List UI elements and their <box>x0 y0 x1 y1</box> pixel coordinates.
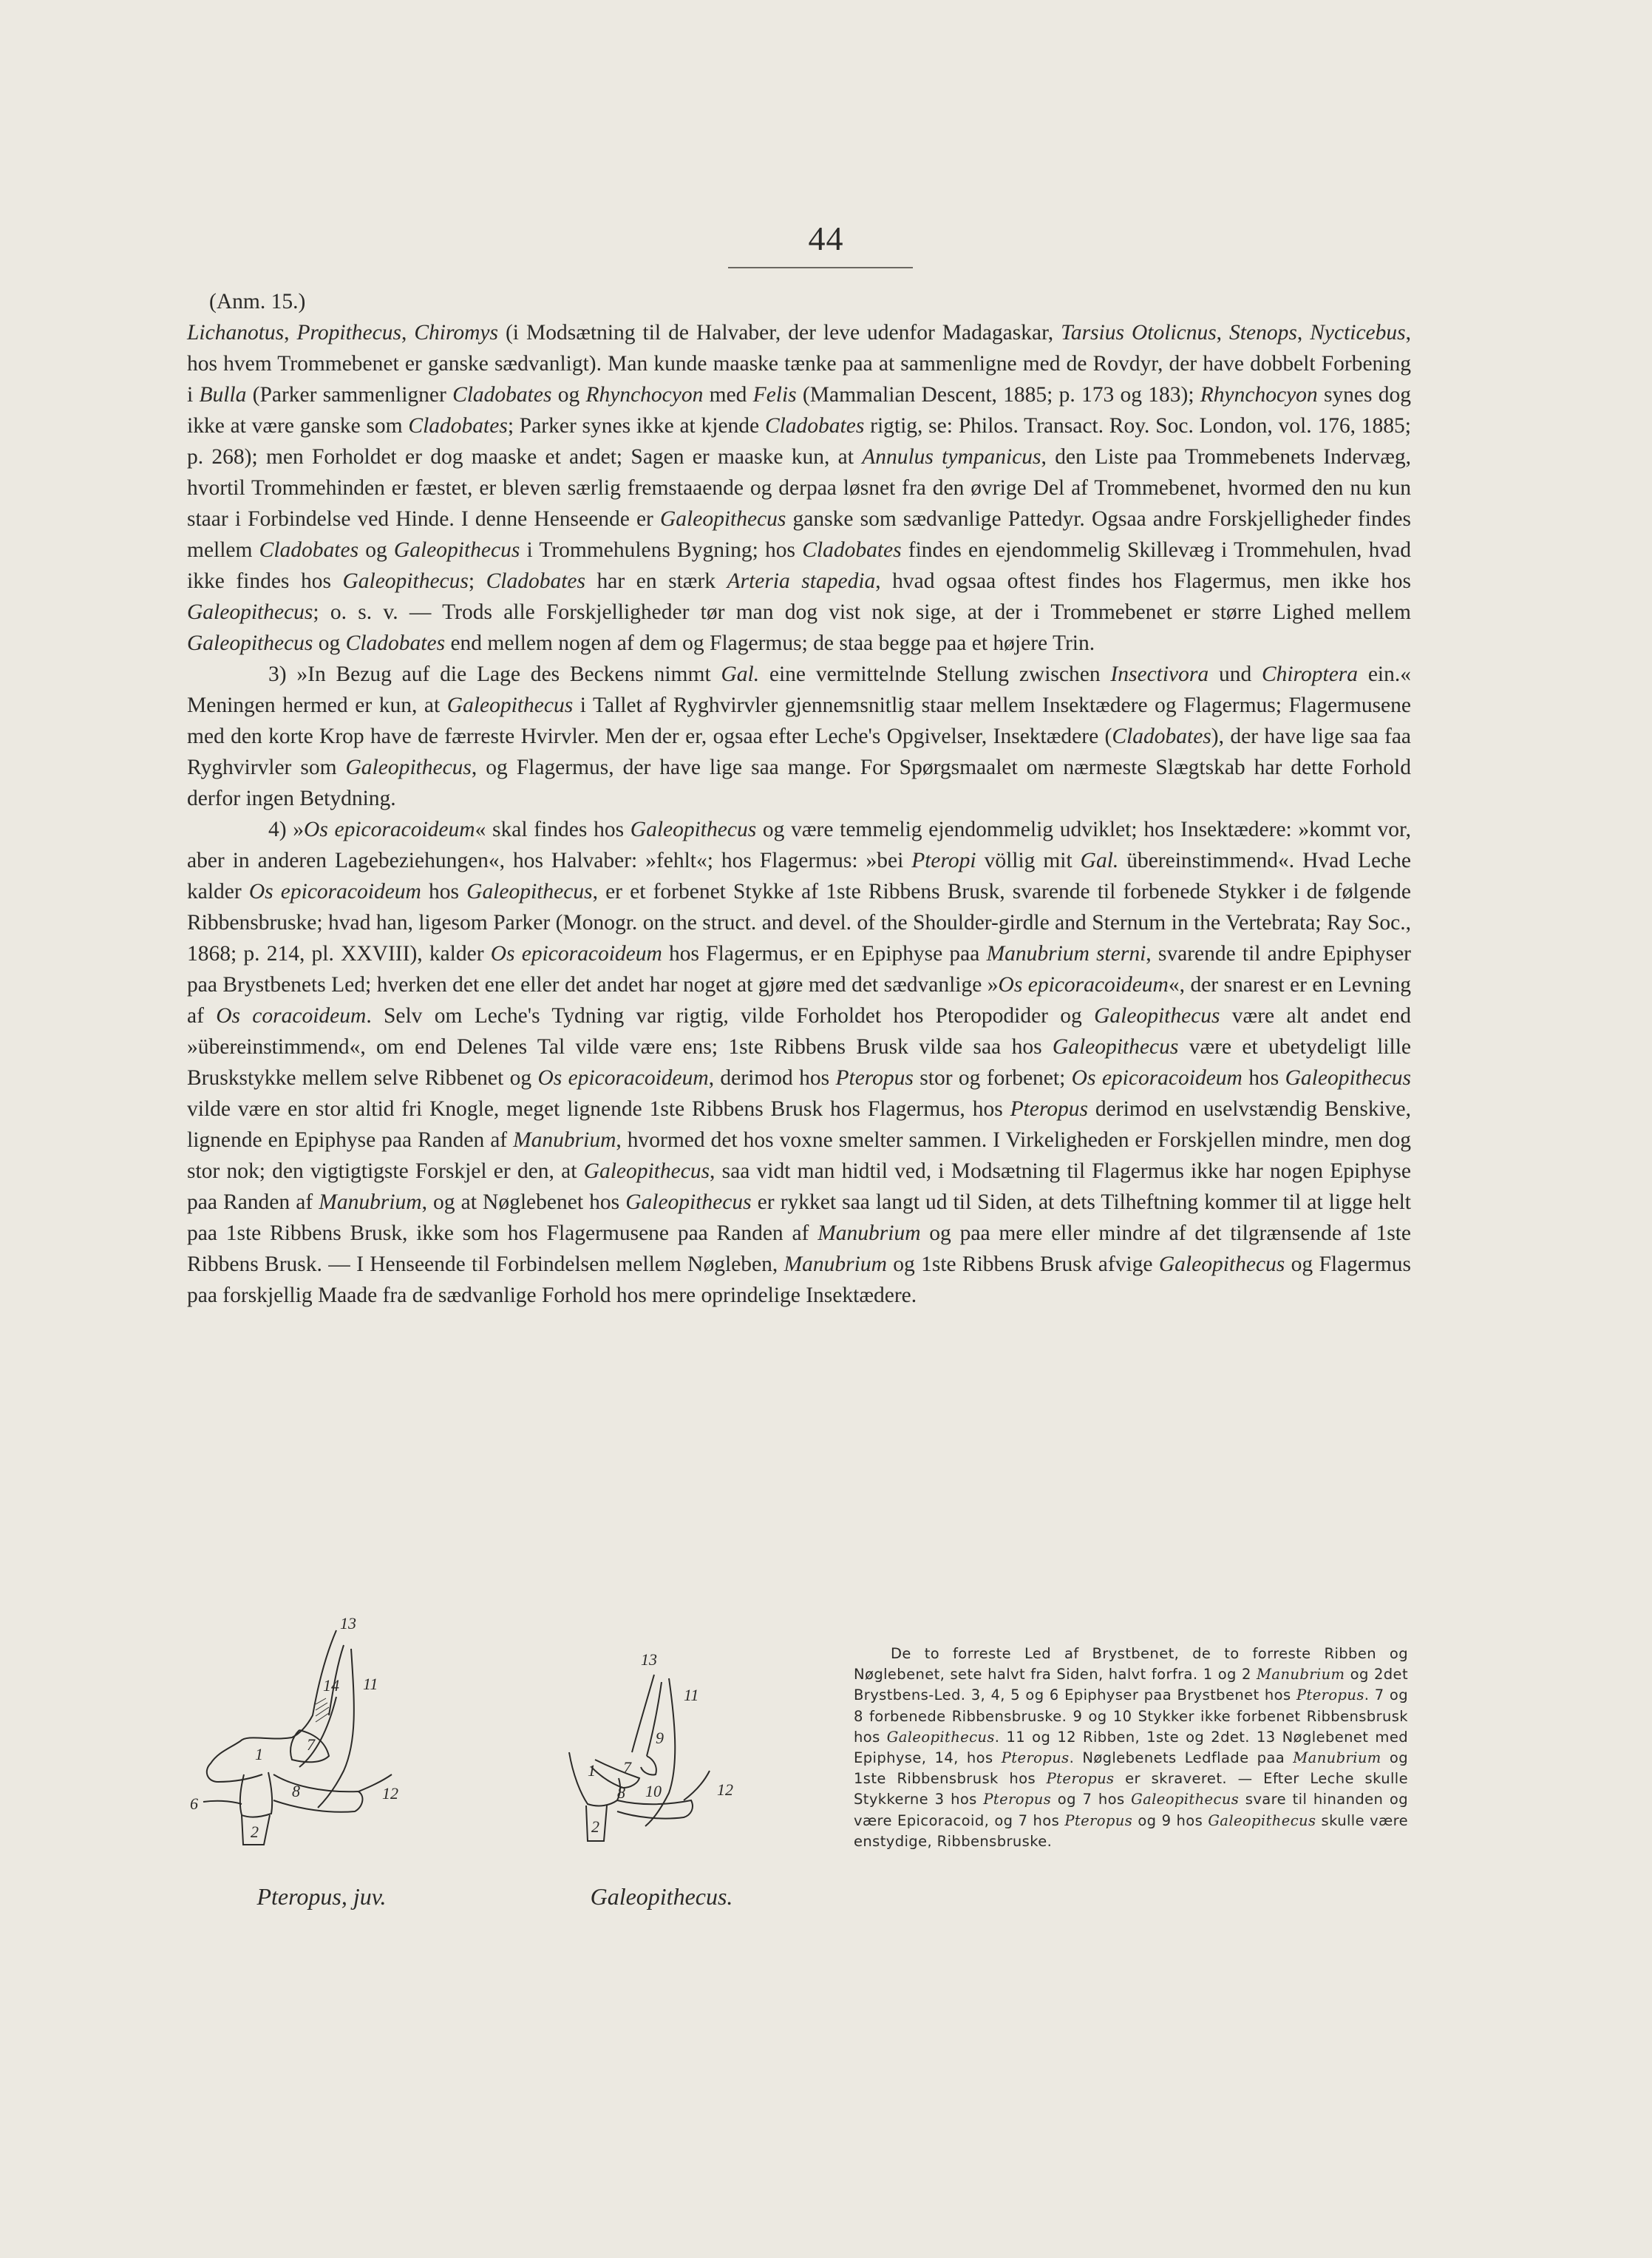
label-1: 1 <box>588 1761 596 1780</box>
galeopithecus-caption: Galeopithecus. <box>590 1883 733 1910</box>
label-1: 1 <box>255 1745 263 1763</box>
page-number: 44 <box>808 220 844 257</box>
paragraph: 3) »In Bezug auf die Lage des Beckens nimmt Gal. eine vermittelnde Stellung zwischen Insectivora und Chiroptera ein.« Meningen hermed er kun, at Galeopithecus i Tallet af Ryghvirvler gjennemsnitlig staar mellem Insektædere og Flagermus; Flagermusene med den korte Krop have de færreste Hvirvler. Men der er, ogsaa efter Leche's Opgivelser, Insektædere (Cladobates), der have lige saa faa Ryghvirvler som Galeopithecus, og Flagermus, der have lige saa mange. For Spørgsmaalet om nærmeste Slægtskab har dette Forhold derfor ingen Betydning. <box>187 662 1412 810</box>
figure-explanation <box>854 1644 1408 1852</box>
label-13: 13 <box>340 1615 356 1633</box>
label-8: 8 <box>617 1783 625 1802</box>
body-text <box>187 286 1411 1311</box>
note-reference: (Anm. 15.) <box>209 290 306 313</box>
label-6: 6 <box>190 1794 198 1813</box>
label-12: 12 <box>717 1780 733 1799</box>
label-9: 9 <box>656 1729 664 1747</box>
label-10: 10 <box>645 1782 662 1800</box>
clavicle-outline <box>207 1630 336 1782</box>
galeopithecus-figure <box>551 1649 765 1863</box>
pteropus-figure <box>188 1615 455 1859</box>
paragraph: 4) »Os epicoracoideum« skal findes hos Galeopithecus og være temmelig ejendommelig udviklet; hos Insektædere: »kommt vor, aber in anderen Lagebeziehungen«, hos Halvaber: »fehlt«; hos Flagermus: »bei Pteropi völlig mit Gal. übereinstimmend«. Hvad Leche kalder Os epicoracoideum hos Galeopithecus, er et forbenet Stykke af 1ste Ribbens Brusk, svarende til forbenede Stykker i de følgende Ribbensbruske; hvad han, ligesom Parker (Monogr. on the struct. and devel. of the Shoulder-girdle and Sternum in the Vertebrata; Ray Soc., 1868; p. 214, pl. XXVIII), kalder Os epicoracoideum hos Flagermus, er en Epiphyse paa Manubrium sterni, svarende til andre Epiphyser paa Brystbenets Led; hverken det ene eller det andet har noget at gjøre med det sædvanlige »Os epicoracoideum«, der snarest er en Levning af Os coracoideum. Selv om Leche's Tydning var rigtig, vilde Forholdet hos Pteropodider og Galeopithecus være alt andet end »übereinstimmend«, om end Delenes Tal vilde være ens; 1ste Ribbens Brusk vilde saa hos Galeopithecus være et ubetydeligt lille Bruskstykke mellem selve Ribbenet og Os epicoracoideum, derimod hos Pteropus stor og forbenet; Os epicoracoideum hos Galeopithecus vilde være en stor altid fri Knogle, meget lignende 1ste Ribbens Brusk hos Flagermus, hos Pteropus derimod en uselvstændig Benskive, lignende en Epiphyse paa Randen af Manubrium, hvormed det hos voxne smelter sammen. I Virkeligheden er Forskjellen mindre, men dog stor nok; den vigtigtigste Forskjel er den, at Galeopithecus, saa vidt man hidtil ved, i Modsætning til Flagermus ikke har nogen Epiphyse paa Randen af Manubrium, og at Nøglebenet hos Galeopithecus er rykket saa langt ud til Siden, at dets Tilheftning kommer til at ligge helt paa 1ste Ribbens Brusk, ikke som hos Flagermusene paa Randen af Manubrium og paa mere eller mindre af det tilgrænsende af 1ste Ribbens Brusk. — I Henseende til Forbindelsen mellem Nøgleben, Manubrium og 1ste Ribbens Brusk afvige Galeopithecus og Flagermus paa forskjellig Maade fra de sædvanlige Forhold hos mere oprindelige Insektædere. <box>187 818 1412 1307</box>
label-8: 8 <box>292 1782 300 1800</box>
pteropus-caption: Pteropus, juv. <box>256 1883 387 1910</box>
label-2: 2 <box>251 1823 259 1841</box>
label-14: 14 <box>323 1676 339 1695</box>
cartilage-7 <box>591 1760 639 1788</box>
page-number-rule <box>728 267 913 268</box>
rib-12 <box>684 1771 710 1800</box>
paragraph: Lichanotus, Propithecus, Chiromys (i Modsætning til de Halvaber, der leve udenfor Madagaskar, Tarsius Otolicnus, Stenops, Nycticebus, hos hvem Trommebenet er ganske sædvanligt). Man kunde maaske tænke paa at sammenligne med de Rovdyr, der have dobbelt Forbening i Bulla (Parker sammenligner Cladobates og Rhynchocyon med Felis (Mammalian Descent, 1885; p. 173 og 183); Rhynchocyon synes dog ikke at være ganske som Cladobates; Parker synes ikke at kjende Cladobates rigtig, se: Philos. Transact. Roy. Soc. London, vol. 176, 1885; p. 268); men Forholdet er dog maaske et andet; Sagen er maaske kun, at Annulus tympanicus, den Liste paa Trommebenets Indervæg, hvortil Trommehinden er fæstet, er bleven særlig fremstaaende og derpaa løsnet fra den øvrige Del af Trommebenet, hvormed den nu kun staar i Forbindelse ved Hinde. I denne Henseende er Galeopithecus ganske som sædvanlige Pattedyr. Ogsaa andre Forskjelligheder findes mellem Cladobates og Galeopithecus i Trommehulens Bygning; hos Cladobates findes en ejendommelig Skillevæg i Trommehulen, hvad ikke findes hos Galeopithecus; Cladobates har en stærk Arteria stapedia, hvad ogsaa oftest findes hos Flagermus, men ikke hos Galeopithecus; o. s. v. — Trods alle Forskjelligheder tør man dog vist nok sige, at der i Trommebenet er større Lighed mellem Galeopithecus og Cladobates end mellem nogen af dem og Flagermus; de staa begge paa et højere Trin. <box>187 321 1412 655</box>
label-13: 13 <box>641 1650 657 1669</box>
label-12: 12 <box>382 1784 398 1803</box>
label-11: 11 <box>363 1675 378 1693</box>
figure-explanation-text: De to forreste Led af Brystbenet, de to forreste Ribben og Nøglebenet, sete halvt fra Siden, halvt forfra. 1 og 2 Manubrium og 2det Brystbens-Led. 3, 4, 5 og 6 Epiphyser paa Brystbenet hos Pteropus. 7 og 8 forbenede Ribbensbruske. 9 og 10 Stykker ikke forbenet Ribbensbrusk hos Galeopithecus. 11 og 12 Ribben, 1ste og 2det. 13 Nøglebenet med Epiphyse, 14, hos Pteropus. Nøglebenets Ledflade paa Manubrium og 1ste Ribbensbrusk hos Pteropus er skraveret. — Efter Leche skulle Stykkerne 3 hos Pteropus og 7 hos Galeopithecus svare til hinanden og være Epicoracoid, og 7 hos Pteropus og 9 hos Galeopithecus skulle være enstydige, Ribbensbruske. <box>854 1645 1409 1850</box>
label-7: 7 <box>307 1735 315 1754</box>
cartilage-9 <box>641 1756 656 1775</box>
label-11: 11 <box>684 1686 699 1704</box>
label-7: 7 <box>623 1758 631 1777</box>
cartilage-8 <box>273 1774 362 1812</box>
label-2: 2 <box>591 1817 599 1836</box>
epiphysis-6 <box>203 1801 242 1804</box>
